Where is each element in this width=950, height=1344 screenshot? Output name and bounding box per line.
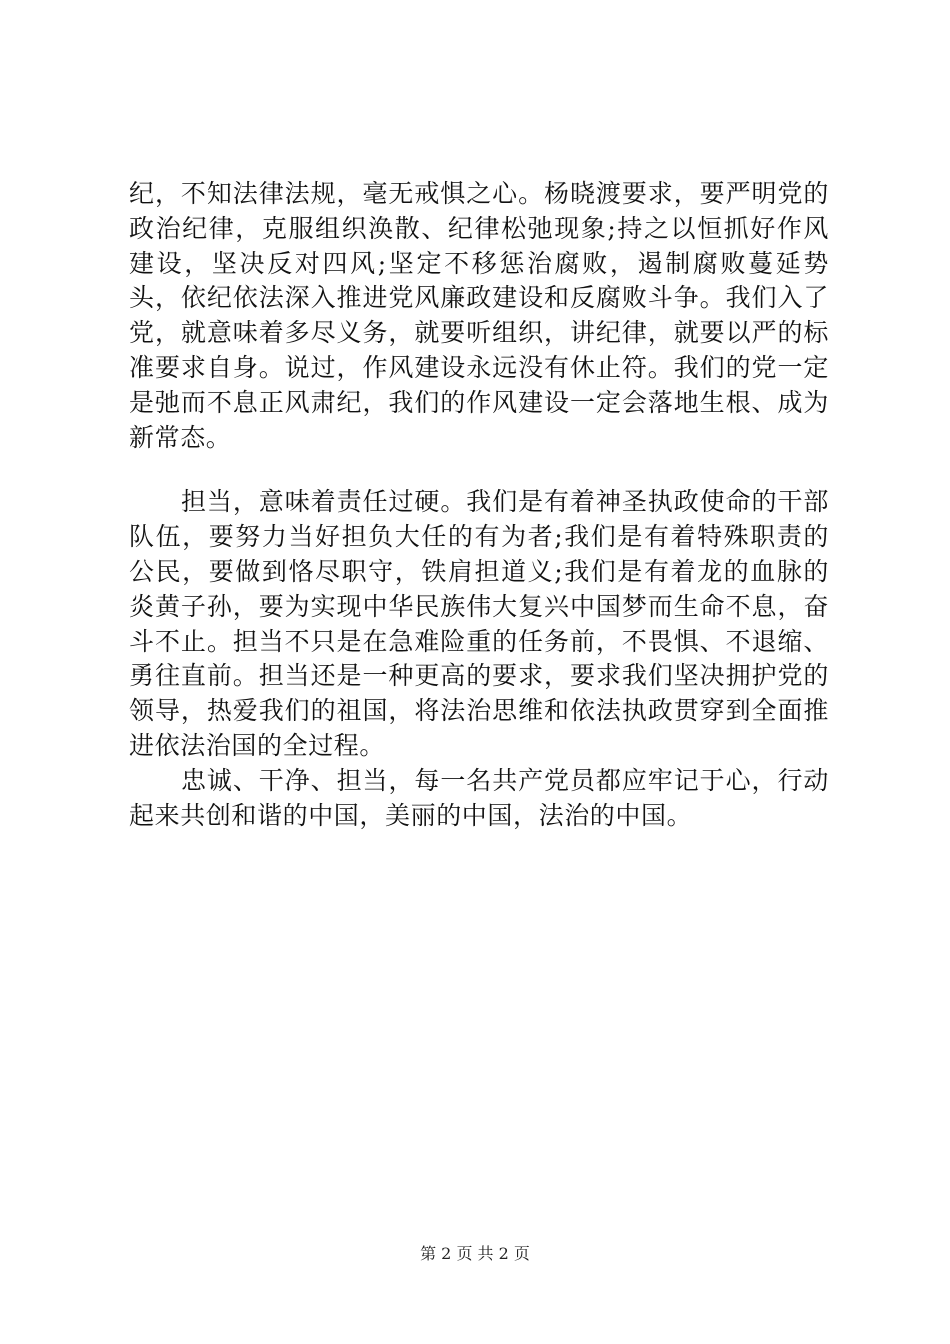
page-number-footer: 第 2 页 共 2 页 (420, 1244, 530, 1263)
paragraph-spacer (129, 455, 829, 485)
paragraph-responsibility: 担当，意味着责任过硬。我们是有着神圣执政使命的干部队伍，要努力当好担负大任的有为者;我们是有着特殊职责的公民，要做到恪尽职守，铁肩担道义;我们是有着龙的血脉的炎黄子孙，要为实现中华民族伟大复兴中国梦而生命不息，奋斗不止。担当不只是在急难险重的任务前，不畏惧、不退缩、勇往直前。担当还是一种更高的要求，要求我们坚决拥护党的领导，热爱我们的祖国，将法治思维和依法执政贯穿到全面推进依法治国的全过程。 (129, 487, 829, 760)
document-body (129, 177, 829, 833)
paragraph-continuation: 纪，不知法律法规，毫无戒惧之心。杨晓渡要求，要严明党的政治纪律，克服组织涣散、纪律松弛现象;持之以恒抓好作风建设，坚决反对四风;坚定不移惩治腐败，遏制腐败蔓延势头，依纪依法深入推进党风廉政建设和反腐败斗争。我们入了党，就意味着多尽义务，就要听组织，讲纪律，就要以严的标准要求自身。说过，作风建设永远没有休止符。我们的党一定是弛而不息正风肃纪，我们的作风建设一定会落地生根、成为新常态。 (129, 179, 829, 452)
paragraph-conclusion: 忠诚、干净、担当，每一名共产党员都应牢记于心，行动起来共创和谐的中国，美丽的中国，法治的中国。 (129, 765, 829, 830)
